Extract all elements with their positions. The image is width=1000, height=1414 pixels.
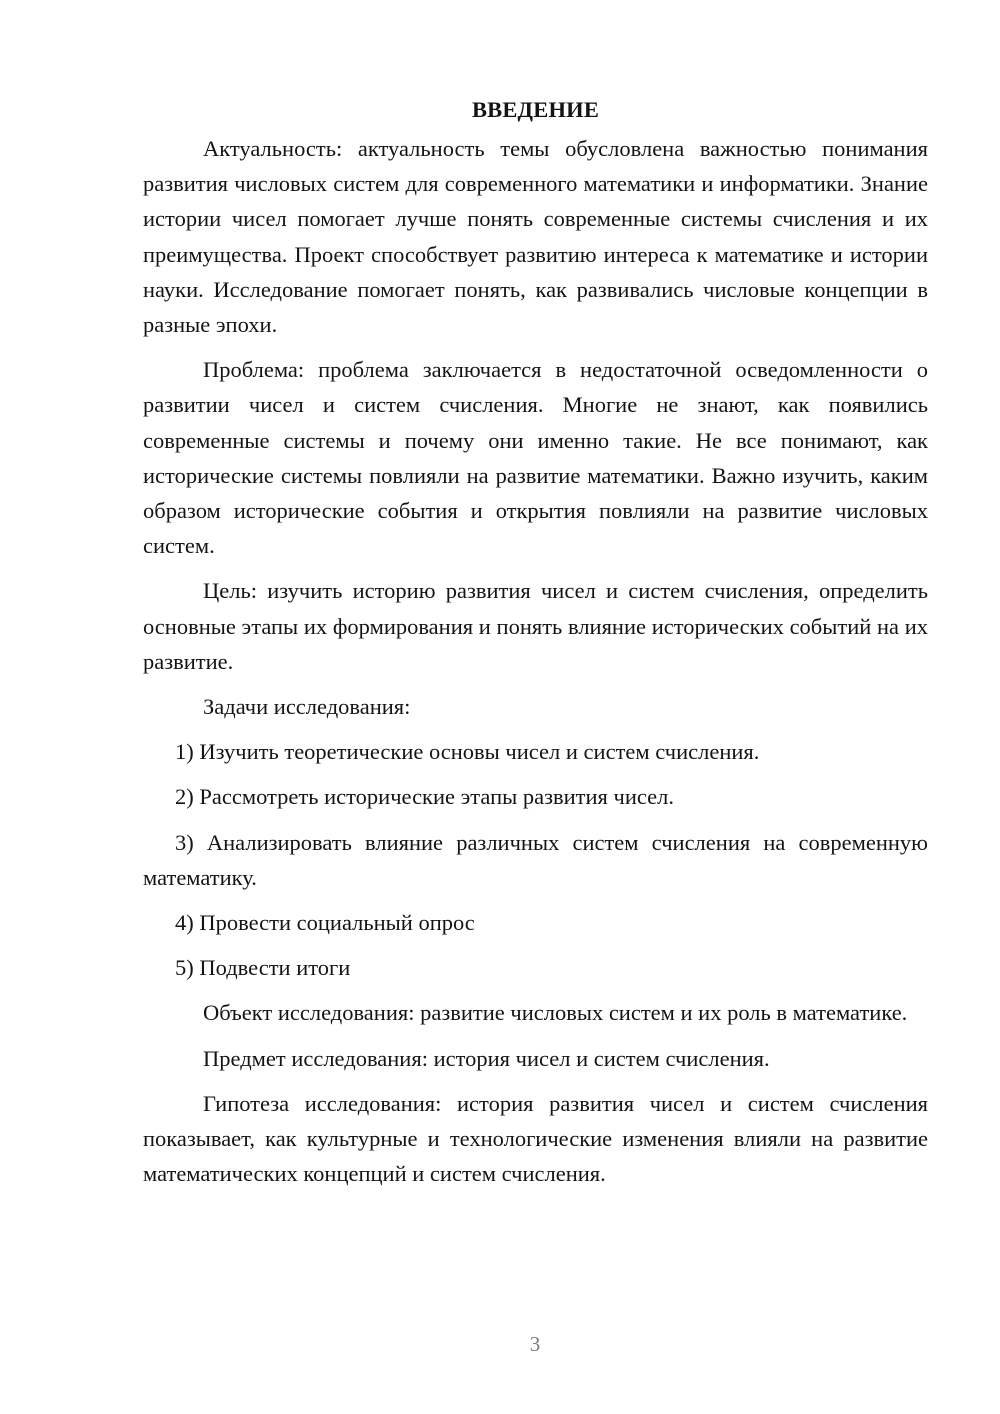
list-item-task-5: 5) Подвести итоги (175, 955, 351, 981)
document-body (143, 92, 928, 1191)
list-item-task-3: 3) Анализировать влияние различных систем счисления на современную математику. (143, 829, 928, 890)
page-title: ВВЕДЕНИЕ (471, 97, 600, 122)
list-item-task-1: 1) Изучить теоретические основы чисел и систем счисления. (175, 739, 760, 765)
paragraph-relevance: Актуальность: актуальность темы обусловлена важностью понимания развития числовых систем для современного математики и информатики. Знание истории чисел помогает лучше понять современные системы счисления и их преимущества. Проект способствует развитию интереса к математике и истории науки. Исследование помогает понять, как развивались числовые концепции в разные эпохи. (143, 136, 928, 338)
paragraph-object: Объект исследования: развитие числовых систем и их роль в математике. (203, 1000, 908, 1026)
paragraph-hypothesis: Гипотеза исследования: история развития чисел и систем счисления показывает, как культурные и технологические изменения влияли на развитие математических концепций и систем счисления. (143, 1090, 928, 1187)
list-item-task-4: 4) Провести социальный опрос (175, 910, 475, 936)
paragraph-problem: Проблема: проблема заключается в недостаточной осведомленности о развитии чисел и систем счисления. Многие не знают, как появились современные системы и почему они именно такие. Не все понимают, как исторические системы повлияли на развитие математики. Важно изучить, каким образом исторические события и открытия повлияли на развитие числовых систем. (143, 357, 928, 559)
paragraph-subject: Предмет исследования: история чисел и систем счисления. (203, 1045, 770, 1071)
paragraph-tasks-intro: Задачи исследования: (203, 694, 411, 720)
page-number: 3 (529, 1332, 541, 1356)
paragraph-goal: Цель: изучить историю развития чисел и систем счисления, определить основные этапы их формирования и понять влияние исторических событий на их развитие. (143, 578, 928, 674)
list-item-task-2: 2) Рассмотреть исторические этапы развития чисел. (175, 784, 674, 810)
